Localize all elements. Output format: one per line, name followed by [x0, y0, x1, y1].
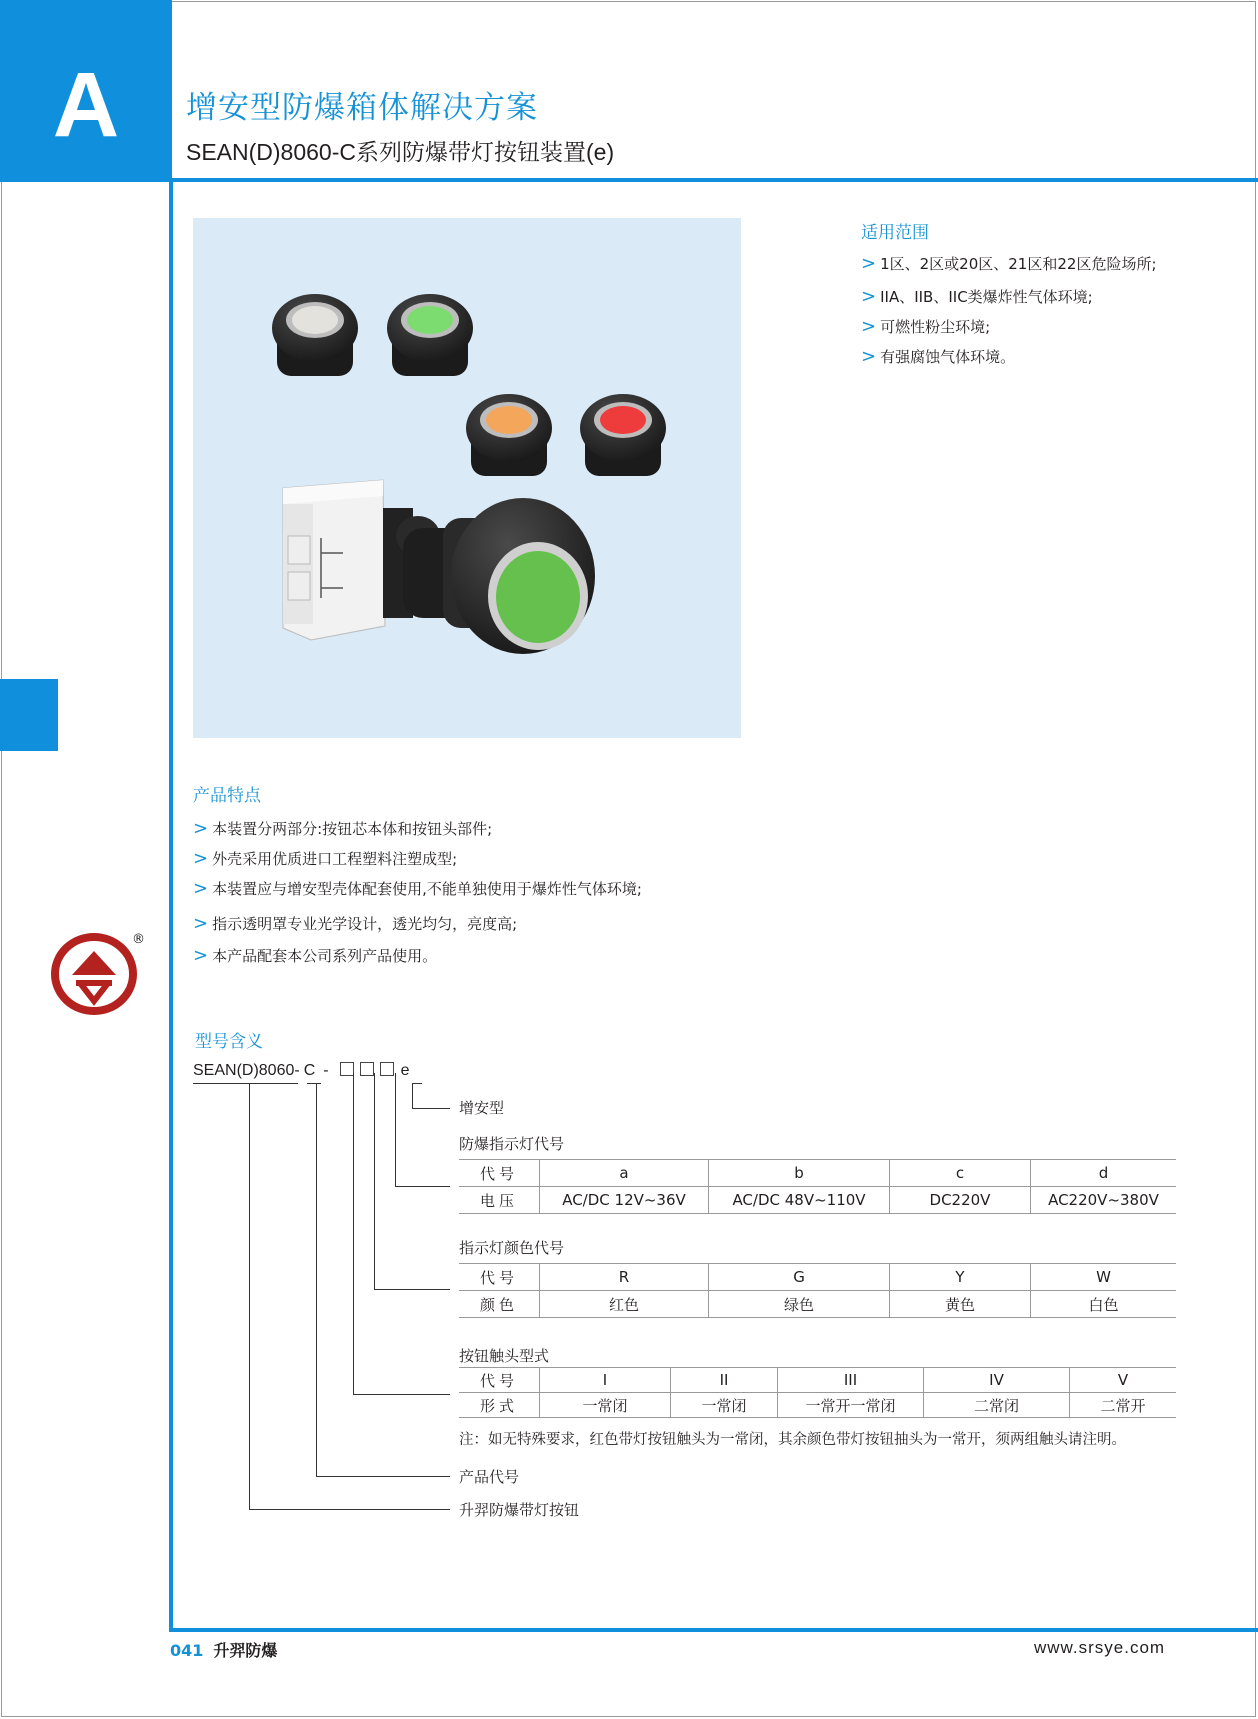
code-box-color — [360, 1062, 374, 1076]
product-photo — [193, 218, 741, 738]
table-cell: 代号 — [459, 1368, 540, 1393]
table-cell: 红色 — [540, 1291, 709, 1318]
page-title: 增安型防爆箱体解决方案 — [186, 90, 538, 126]
leader-line — [412, 1083, 413, 1109]
table-cell: II — [671, 1368, 778, 1393]
model-code-e: e — [400, 1062, 410, 1079]
leader-line — [353, 1073, 354, 1395]
table-cell: 一常闭 — [540, 1393, 671, 1418]
lamp-table — [459, 1159, 1176, 1214]
table-cell: a — [540, 1160, 709, 1187]
leader-line — [353, 1394, 450, 1395]
table-cell: d — [1031, 1160, 1177, 1187]
leader-line — [249, 1509, 450, 1510]
code-underline — [412, 1083, 422, 1084]
table-cell: 绿色 — [709, 1291, 890, 1318]
model-title: 型号含义 — [195, 1032, 263, 1052]
arrow-icon: > — [861, 346, 877, 367]
model-code-dash: - — [323, 1062, 329, 1079]
model-code-prefix: SEAN(D)8060- — [193, 1062, 300, 1079]
footer-brand: 升羿防爆 — [213, 1641, 278, 1660]
table-cell: AC220V~380V — [1031, 1187, 1177, 1214]
table-cell: AC/DC 48V~110V — [709, 1187, 890, 1214]
code-underline — [307, 1083, 321, 1084]
leader-line — [316, 1476, 450, 1477]
contact-table — [459, 1367, 1176, 1418]
table-cell: AC/DC 12V~36V — [540, 1187, 709, 1214]
note: 注：如无特殊要求，红色带灯按钮触头为一常闭，其余颜色带灯按钮抽头为一常开，须两组触头请注明。 — [459, 1432, 1126, 1448]
leader-line — [249, 1083, 250, 1510]
product-photo-illustration — [193, 218, 741, 738]
table-row — [459, 1393, 1176, 1418]
section-letter: A — [52, 54, 120, 156]
table-cell: 二常开 — [1070, 1393, 1177, 1418]
table-row — [459, 1187, 1176, 1214]
footer-page — [170, 1638, 277, 1661]
scope-item: > 可燃性粉尘环境; — [861, 316, 991, 337]
arrow-icon: > — [193, 818, 209, 839]
table-cell: V — [1070, 1368, 1177, 1393]
side-tab — [0, 679, 58, 751]
table-cell: b — [709, 1160, 890, 1187]
lens — [407, 306, 453, 334]
label-product-code: 产品代号 — [459, 1468, 520, 1486]
small-button — [387, 294, 473, 376]
arrow-icon: > — [193, 945, 209, 966]
leader-line — [374, 1289, 450, 1290]
small-button — [272, 294, 358, 376]
lens — [486, 406, 532, 434]
table-cell: I — [540, 1368, 671, 1393]
code-box-contact — [340, 1062, 354, 1076]
table-cell: IV — [924, 1368, 1070, 1393]
arrow-icon: > — [193, 913, 209, 934]
table-cell: W — [1031, 1264, 1177, 1291]
table-cell: DC220V — [890, 1187, 1031, 1214]
label-lamp-code: 防爆指示灯代号 — [459, 1135, 565, 1153]
table-cell: 代号 — [459, 1160, 540, 1187]
lens — [292, 306, 338, 334]
header-rule — [172, 178, 1258, 182]
table-row — [459, 1160, 1176, 1187]
bottom-rule — [169, 1628, 1258, 1632]
table-cell: 一常开一常闭 — [778, 1393, 924, 1418]
table-cell: 颜色 — [459, 1291, 540, 1318]
table-cell: c — [890, 1160, 1031, 1187]
left-rule — [169, 182, 173, 1632]
scope-title: 适用范围 — [861, 223, 929, 243]
small-button — [580, 394, 666, 476]
table-cell: R — [540, 1264, 709, 1291]
footer-url: www.srsye.com — [1034, 1638, 1166, 1657]
assembled-button — [283, 480, 595, 654]
table-cell: 黄色 — [890, 1291, 1031, 1318]
feature-item: > 指示透明罩专业光学设计，透光均匀，亮度高; — [193, 913, 518, 934]
feature-item: > 外壳采用优质进口工程塑料注塑成型; — [193, 848, 458, 869]
label-increased-safety: 增安型 — [459, 1099, 505, 1117]
lens — [600, 406, 646, 434]
leader-line — [395, 1073, 396, 1187]
table-cell: 一常闭 — [671, 1393, 778, 1418]
code-box-lamp — [380, 1062, 394, 1076]
leader-line — [316, 1083, 317, 1477]
table-cell: 白色 — [1031, 1291, 1177, 1318]
color-table — [459, 1263, 1176, 1318]
large-lens — [496, 551, 580, 643]
leader-line — [395, 1186, 450, 1187]
code-underline — [193, 1083, 298, 1084]
leader-line — [374, 1073, 375, 1290]
feature-item: > 本产品配套本公司系列产品使用。 — [193, 945, 438, 966]
feature-item: > 本装置分两部分:按钮芯本体和按钮头部件; — [193, 818, 493, 839]
arrow-icon: > — [861, 253, 877, 274]
scope-item: > 有强腐蚀气体环境。 — [861, 346, 1016, 367]
table-row — [459, 1368, 1176, 1393]
company-logo — [50, 933, 138, 1015]
table-row — [459, 1291, 1176, 1318]
scope-item: > 1区、2区或20区、21区和22区危险场所; — [861, 253, 1157, 274]
table-cell: Y — [890, 1264, 1031, 1291]
feature-item: > 本装置应与增安型壳体配套使用,不能单独使用于爆炸性气体环境; — [193, 878, 642, 899]
registered-mark: ® — [132, 932, 145, 947]
arrow-icon: > — [193, 848, 209, 869]
table-cell: 形式 — [459, 1393, 540, 1418]
model-code-c: C — [303, 1062, 316, 1079]
label-contact-type: 按钮触头型式 — [459, 1347, 550, 1365]
table-cell: III — [778, 1368, 924, 1393]
table-cell: 二常闭 — [924, 1393, 1070, 1418]
leader-line — [412, 1108, 450, 1109]
model-code — [193, 1062, 410, 1080]
table-cell: 电压 — [459, 1187, 540, 1214]
scope-item: > IIA、IIB、IIC类爆炸性气体环境; — [861, 286, 1093, 307]
small-button — [466, 394, 552, 476]
arrow-icon: > — [861, 316, 877, 337]
table-cell: G — [709, 1264, 890, 1291]
label-product-name: 升羿防爆带灯按钮 — [459, 1501, 580, 1519]
arrow-icon: > — [193, 878, 209, 899]
table-row — [459, 1264, 1176, 1291]
label-color-code: 指示灯颜色代号 — [459, 1239, 565, 1257]
arrow-icon: > — [861, 286, 877, 307]
features-title: 产品特点 — [193, 786, 261, 806]
table-cell: 代号 — [459, 1264, 540, 1291]
page-subtitle: SEAN(D)8060-C系列防爆带灯按钮装置(e) — [186, 139, 615, 165]
page-number: 041 — [170, 1641, 204, 1660]
